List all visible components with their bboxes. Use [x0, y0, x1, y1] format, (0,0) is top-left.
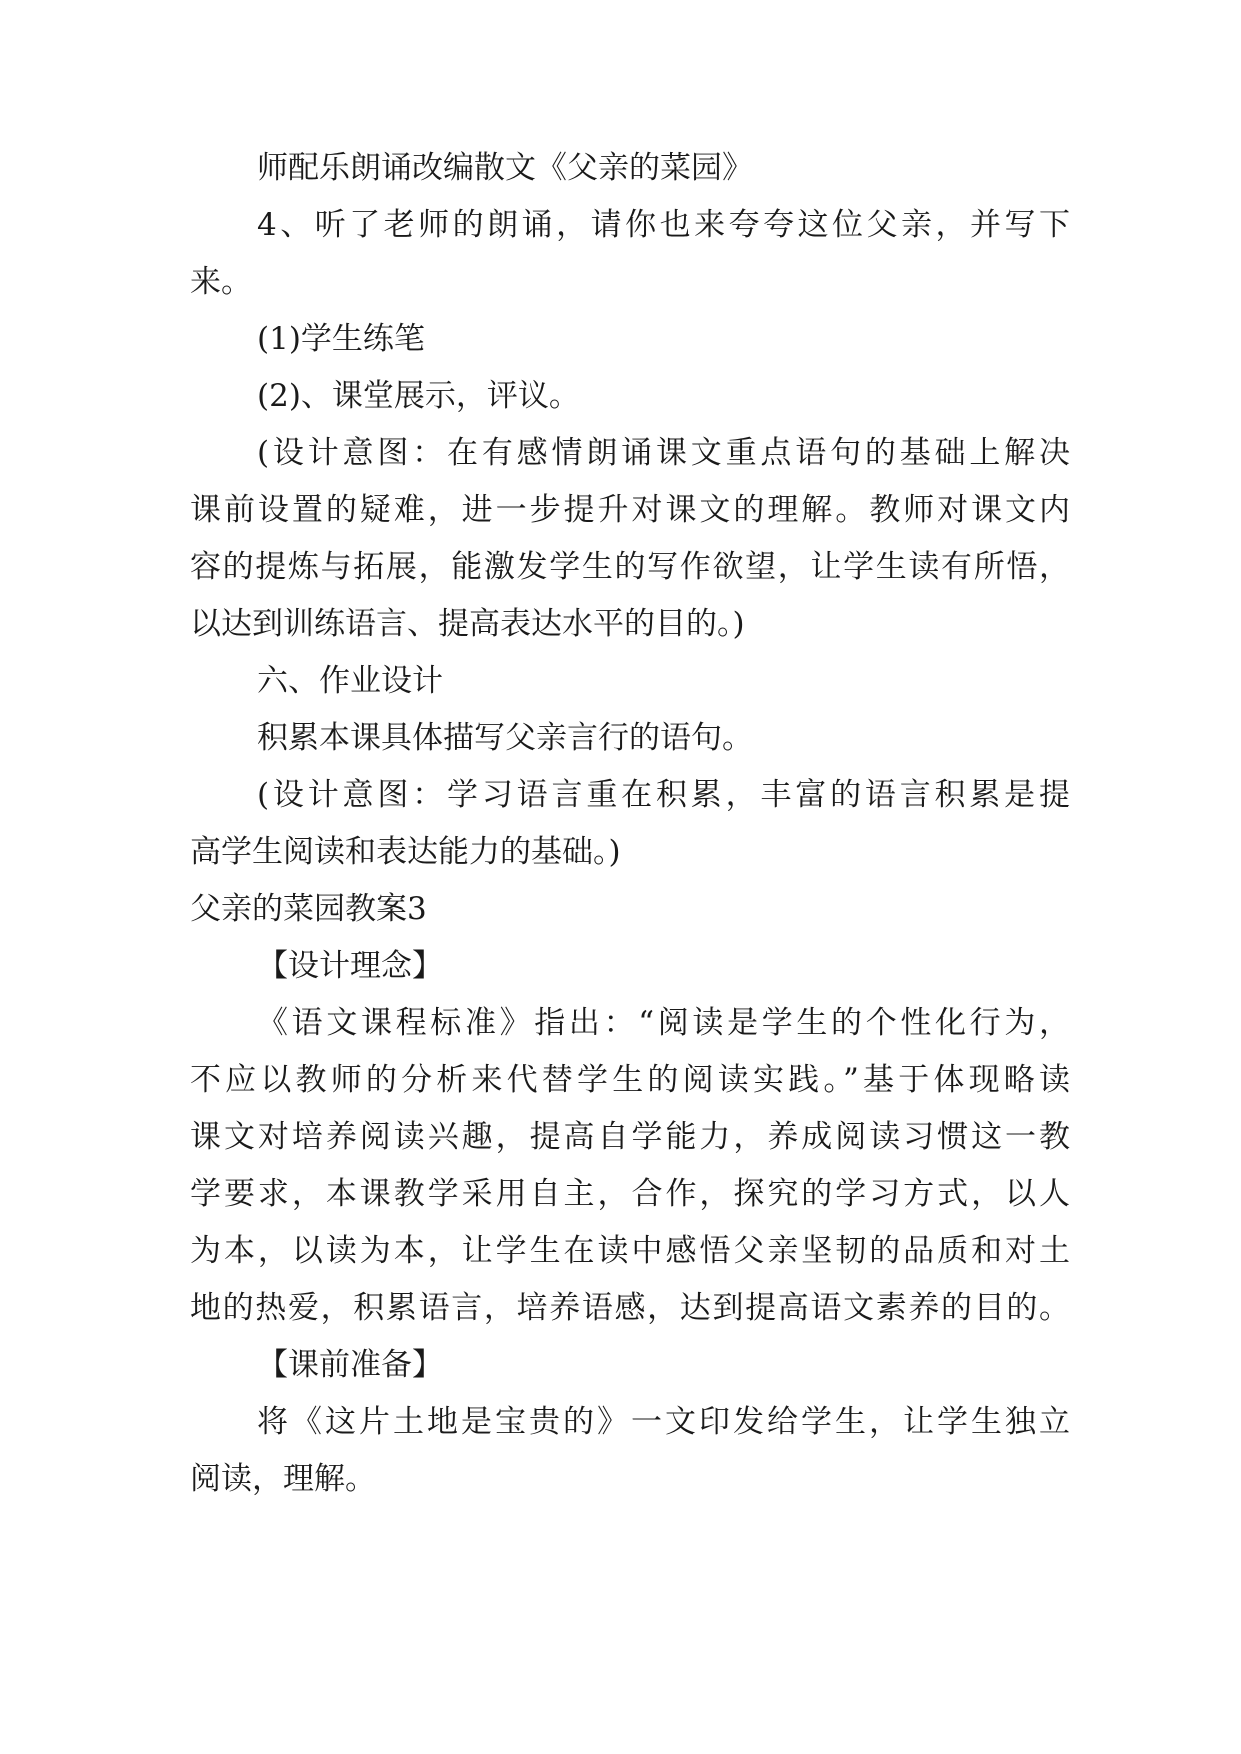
- paragraph-line: 高学生阅读和表达能力的基础。): [190, 834, 621, 870]
- paragraph-line: 课文对培养阅读兴趣，提高自学能力，养成阅读习惯这一教: [190, 1119, 1070, 1155]
- paragraph-line: 来。: [190, 264, 252, 300]
- paragraph-line: 《语文课程标准》指出：“阅读是学生的个性化行为，: [257, 1005, 1070, 1041]
- paragraph-line: (2)、课堂展示，评议。: [257, 378, 580, 414]
- paragraph-line: 不应以教师的分析来代替学生的阅读实践。”基于体现略读: [190, 1062, 1070, 1098]
- paragraph-line: 阅读，理解。: [190, 1461, 376, 1497]
- section-title: 父亲的菜园教案3: [190, 891, 427, 927]
- paragraph-line: (设计意图：学习语言重在积累，丰富的语言积累是提: [257, 777, 1070, 813]
- section-heading: 【设计理念】: [257, 948, 443, 984]
- paragraph-line: 六、作业设计: [257, 663, 443, 699]
- paragraph-line: 地的热爱，积累语言，培养语感，达到提高语文素养的目的。: [190, 1290, 1070, 1326]
- paragraph-line: 将《这片土地是宝贵的》一文印发给学生，让学生独立: [257, 1404, 1070, 1440]
- paragraph-line: (1)学生练笔: [257, 321, 425, 357]
- paragraph-line: 积累本课具体描写父亲言行的语句。: [257, 720, 753, 756]
- paragraph-line: 师配乐朗诵改编散文《父亲的菜园》: [257, 150, 753, 186]
- paragraph-line: (设计意图：在有感情朗诵课文重点语句的基础上解决: [257, 435, 1070, 471]
- paragraph-line: 容的提炼与拓展，能激发学生的写作欲望，让学生读有所悟，: [190, 549, 1070, 585]
- section-heading: 【课前准备】: [257, 1347, 443, 1383]
- paragraph-line: 课前设置的疑难，进一步提升对课文的理解。教师对课文内: [190, 492, 1070, 528]
- paragraph-line: 4、听了老师的朗诵，请你也来夸夸这位父亲，并写下: [257, 207, 1070, 243]
- paragraph-line: 为本，以读为本，让学生在读中感悟父亲坚韧的品质和对土: [190, 1233, 1070, 1269]
- paragraph-line: 以达到训练语言、提高表达水平的目的。): [190, 606, 745, 642]
- paragraph-line: 学要求，本课教学采用自主，合作，探究的学习方式，以人: [190, 1176, 1070, 1212]
